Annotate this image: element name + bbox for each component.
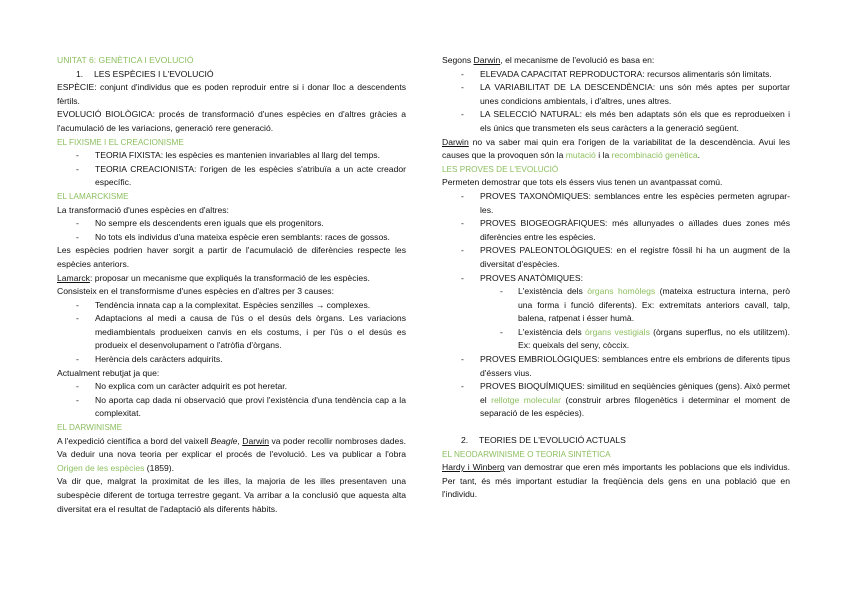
text-run: Segons xyxy=(442,55,474,65)
text-run: . xyxy=(697,150,700,161)
mechanism-list xyxy=(442,68,790,136)
list-item xyxy=(57,394,406,421)
list-item-text: No sempre els descendents eren iguals que els progenitors. xyxy=(95,218,324,229)
list-item xyxy=(442,217,790,244)
list-item-text: Tendència innata cap a la complexitat. Espècies senzilles → complexes. xyxy=(95,299,371,310)
dash-bullet: - xyxy=(76,354,79,365)
darwinisme-paragraph-2: Va dir que, malgrat la proximitat de les illes, la majoria de les illes presentaven una subespècie diferent de tortuga terrestre gegant. Va arribar a la conclusió que aquesta alta diversitat era el resultat de l'adaptació als diferents hàbits. xyxy=(57,476,406,514)
text-run: PROVES BIOQUÍMIQUES: similitud en seqüències gèniques (gens). Això permet el xyxy=(480,381,790,405)
text-run: (òrgans superflus, no els utilitzem). Ex: queixals del seny, còccix. xyxy=(518,326,790,351)
text-run: (mateixa estructura interna, però una forma i funció diferents). Ex: extremitats anteriors cavall, talp, balena, ratpenat i ésser humà. xyxy=(518,286,790,324)
dash-bullet: - xyxy=(76,150,79,161)
list-item-text: No tots els individus d'una mateixa espècie eren semblants: races de gossos. xyxy=(95,231,390,242)
dash-bullet: - xyxy=(461,245,464,256)
list-item xyxy=(442,353,790,380)
heading-neodarwinisme: EL NEODARWINISME O TEORIA SINTÈTICA xyxy=(442,449,611,459)
sub-list-item xyxy=(442,326,790,353)
list-item xyxy=(57,312,406,353)
heading-fixisme: EL FIXISME I EL CREACIONISME xyxy=(57,137,184,147)
dash-bullet: - xyxy=(461,190,464,201)
text-run: va poder recollir nombroses dades. Va deduir una nova teoria per explicar el procés de l'evolució. Les va publicar a l'obra xyxy=(57,435,406,460)
dash-bullet: - xyxy=(76,394,79,405)
list-item-text: LA VARIABILITAT DE LA DESCENDÈNCIA: uns són més aptes per suportar unes condicions ambientals, i d'altres, unes altres. xyxy=(480,82,790,106)
list-item-text xyxy=(518,285,790,326)
dash-bullet: - xyxy=(76,299,79,310)
right-column xyxy=(442,54,790,502)
lamarck-name: Lamarck xyxy=(57,272,90,283)
definition-especie: ESPÈCIE: conjunt d'individus que es poden reproduir entre si i donar lloc a descendents fèrtils. xyxy=(57,82,406,106)
lamarck-proposal xyxy=(57,272,406,286)
dash-bullet: - xyxy=(76,163,79,174)
dash-bullet: - xyxy=(461,218,464,229)
list-item xyxy=(442,108,790,135)
term-recombinacio: recombinació genètica xyxy=(611,150,698,161)
lamarck-proposal-text: : proposar un mecanisme que expliqués la transformació de les espècies. xyxy=(89,272,370,283)
dash-bullet: - xyxy=(461,109,464,120)
list-item-text: PROVES TAXONÒMIQUES: semblances entre les espècies permeten agrupar-les. xyxy=(480,190,790,215)
heading-darwinisme: EL DARWINISME xyxy=(57,423,123,433)
lamarckisme-causes-intro: Consisteix en el transformisme d'unes espècies en d'altres per 3 causes: xyxy=(57,286,334,297)
variability-paragraph xyxy=(442,136,790,163)
list-item xyxy=(57,163,406,190)
hardy-winberg-name: Hardy i Winberg xyxy=(442,462,505,473)
text-run: , el mecanisme de l'evolució es basa en: xyxy=(500,55,655,65)
neodarwinisme-paragraph xyxy=(442,461,790,502)
proves-intro: Permeten demostrar que tots els éssers vius tenen un avantpassat comú. xyxy=(442,177,723,188)
dash-bullet: - xyxy=(76,231,79,242)
section-1-heading xyxy=(57,68,406,82)
text-run: (1859). xyxy=(144,462,175,473)
list-item-text: PROVES EMBRIOLÒGIQUES: semblances entre els embrions de diferents tipus d'éssers vius. xyxy=(480,354,790,378)
term-rellotge-molecular: rellotge molecular xyxy=(491,394,562,405)
term-organs-vestigials: òrgans vestigials xyxy=(584,326,650,337)
list-item-text: ELEVADA CAPACITAT REPRODUCTORA: recursos alimentaris són limitats. xyxy=(480,68,772,79)
list-item-text: PROVES ANATÒMIQUES: xyxy=(480,272,583,283)
list-item-text: PROVES BIOGEOGRÀFIQUES: més allunyades o aïllades dues zones més diferències entre les espècies. xyxy=(480,218,790,242)
darwin-name: Darwin xyxy=(442,136,469,147)
dash-bullet: - xyxy=(76,218,79,229)
list-item-text xyxy=(518,326,790,353)
proves-list xyxy=(442,190,790,421)
heading-lamarckisme: EL LAMARCKISME xyxy=(57,191,129,201)
list-item-text: PROVES PALEONTOLÒGIQUES: en el registre fòssil hi ha un augment de la diversitat d'espècies. xyxy=(480,245,790,269)
text-run: i la xyxy=(595,150,612,161)
term-organs-homolegs: òrgans homòlegs xyxy=(587,286,656,297)
text-run: L'existència dels xyxy=(518,326,585,337)
list-item xyxy=(57,380,406,394)
heading-proves: LES PROVES DE L'EVOLUCIÓ xyxy=(442,164,559,174)
list-item-text: No explica com un caràcter adquirit es pot heretar. xyxy=(95,381,288,392)
list-item-text: LA SELECCIÓ NATURAL: els més ben adaptats són els que es reprodueixen i els únics que transmeten els seus caràcters a la generació següent. xyxy=(480,109,790,133)
list-item xyxy=(442,81,790,108)
section-title: TEORIES DE L'EVOLUCIÓ ACTUALS xyxy=(479,435,626,446)
section-number: 2. xyxy=(461,435,469,446)
dash-bullet: - xyxy=(461,272,464,283)
lamarckisme-rejected: Actualment rebutjat ja que: xyxy=(57,367,160,378)
dash-bullet: - xyxy=(500,286,503,297)
text-run: , xyxy=(237,435,243,446)
darwin-name: Darwin xyxy=(473,55,501,65)
section-title: LES ESPÈCIES I L'EVOLUCIÓ xyxy=(94,68,214,79)
list-item xyxy=(57,299,406,313)
lamarckisme-rejected-list xyxy=(57,380,406,421)
list-item xyxy=(442,190,790,217)
list-item-text xyxy=(480,380,790,421)
darwinisme-paragraph-1 xyxy=(57,435,406,476)
dash-bullet: - xyxy=(461,354,464,365)
list-item xyxy=(57,231,406,245)
book-title: Origen de les espècies xyxy=(57,462,145,473)
sub-list-item xyxy=(442,285,790,326)
list-item-text: Herència dels caràcters adquirits. xyxy=(95,354,223,365)
fixisme-list xyxy=(57,149,406,190)
left-column xyxy=(57,54,406,516)
text-run: no va saber mai quin era l'origen de la variabilitat de la descendència. Avui les causes que la provoquen són la xyxy=(442,136,790,161)
beagle-name: Beagle xyxy=(210,435,238,446)
dash-bullet: - xyxy=(500,326,503,337)
dash-bullet: - xyxy=(461,381,464,392)
unit-title: UNITAT 6: GENÈTICA I EVOLUCIÓ xyxy=(57,55,194,65)
list-item-text: TEORIA FIXISTA: les espècies es mantenien invariables al llarg del temps. xyxy=(95,150,380,161)
list-item-text: Adaptacions al medi a causa de l'ús o el desús dels òrgans. Les variacions mediambientals produeixen canvis en els costums, i per l'ús o el desús es produeix el desenvolupament o l'atròfia d'òrgans. xyxy=(95,313,406,351)
list-item xyxy=(442,68,790,82)
lamarckisme-list-1 xyxy=(57,217,406,244)
list-item xyxy=(57,149,406,163)
text-run: A l'expedició científica a bord del vaixell xyxy=(57,435,211,446)
section-2-heading xyxy=(442,434,790,448)
list-item xyxy=(442,380,790,421)
list-item xyxy=(57,353,406,367)
list-item xyxy=(442,244,790,271)
lamarckisme-causes-list xyxy=(57,299,406,367)
term-mutacio: mutació xyxy=(565,150,596,161)
list-item xyxy=(57,217,406,231)
dash-bullet: - xyxy=(76,313,79,324)
list-item-text: TEORIA CREACIONISTA: l'origen de les espècies s'atribuïa a un acte creador específic. xyxy=(95,163,406,188)
lamarckisme-paragraph: Les espècies podrien haver sorgit a partir de l'acumulació de diferències respecte les espècies anteriors. xyxy=(57,245,406,269)
text-run: L'existència dels xyxy=(518,286,588,297)
list-item xyxy=(442,272,790,286)
dash-bullet: - xyxy=(461,68,464,79)
text-run: (construir arbres filogenètics i determinar el moment de separació de les espècies). xyxy=(480,394,791,419)
darwin-mechanism-intro xyxy=(442,54,790,68)
darwin-name: Darwin xyxy=(242,435,269,446)
dash-bullet: - xyxy=(76,381,79,392)
definition-evolucio: EVOLUCIÓ BIOLÒGICA: procés de transformació d'unes espècies en d'altres gràcies a l'acumulació de les variacions, generació rere generació. xyxy=(57,109,406,133)
lamarckisme-intro: La transformació d'unes espècies en d'altres: xyxy=(57,204,229,215)
dash-bullet: - xyxy=(461,82,464,93)
list-item-text: No aporta cap dada ni observació que provi l'existència d'una tendència cap a la complexitat. xyxy=(95,394,406,419)
text-run: van demostrar que eren més importants les poblacions que els individus. Per tant, és més important estudiar la freqüència dels gens en una població que en l'individu. xyxy=(442,462,790,500)
section-number: 1. xyxy=(76,68,84,79)
